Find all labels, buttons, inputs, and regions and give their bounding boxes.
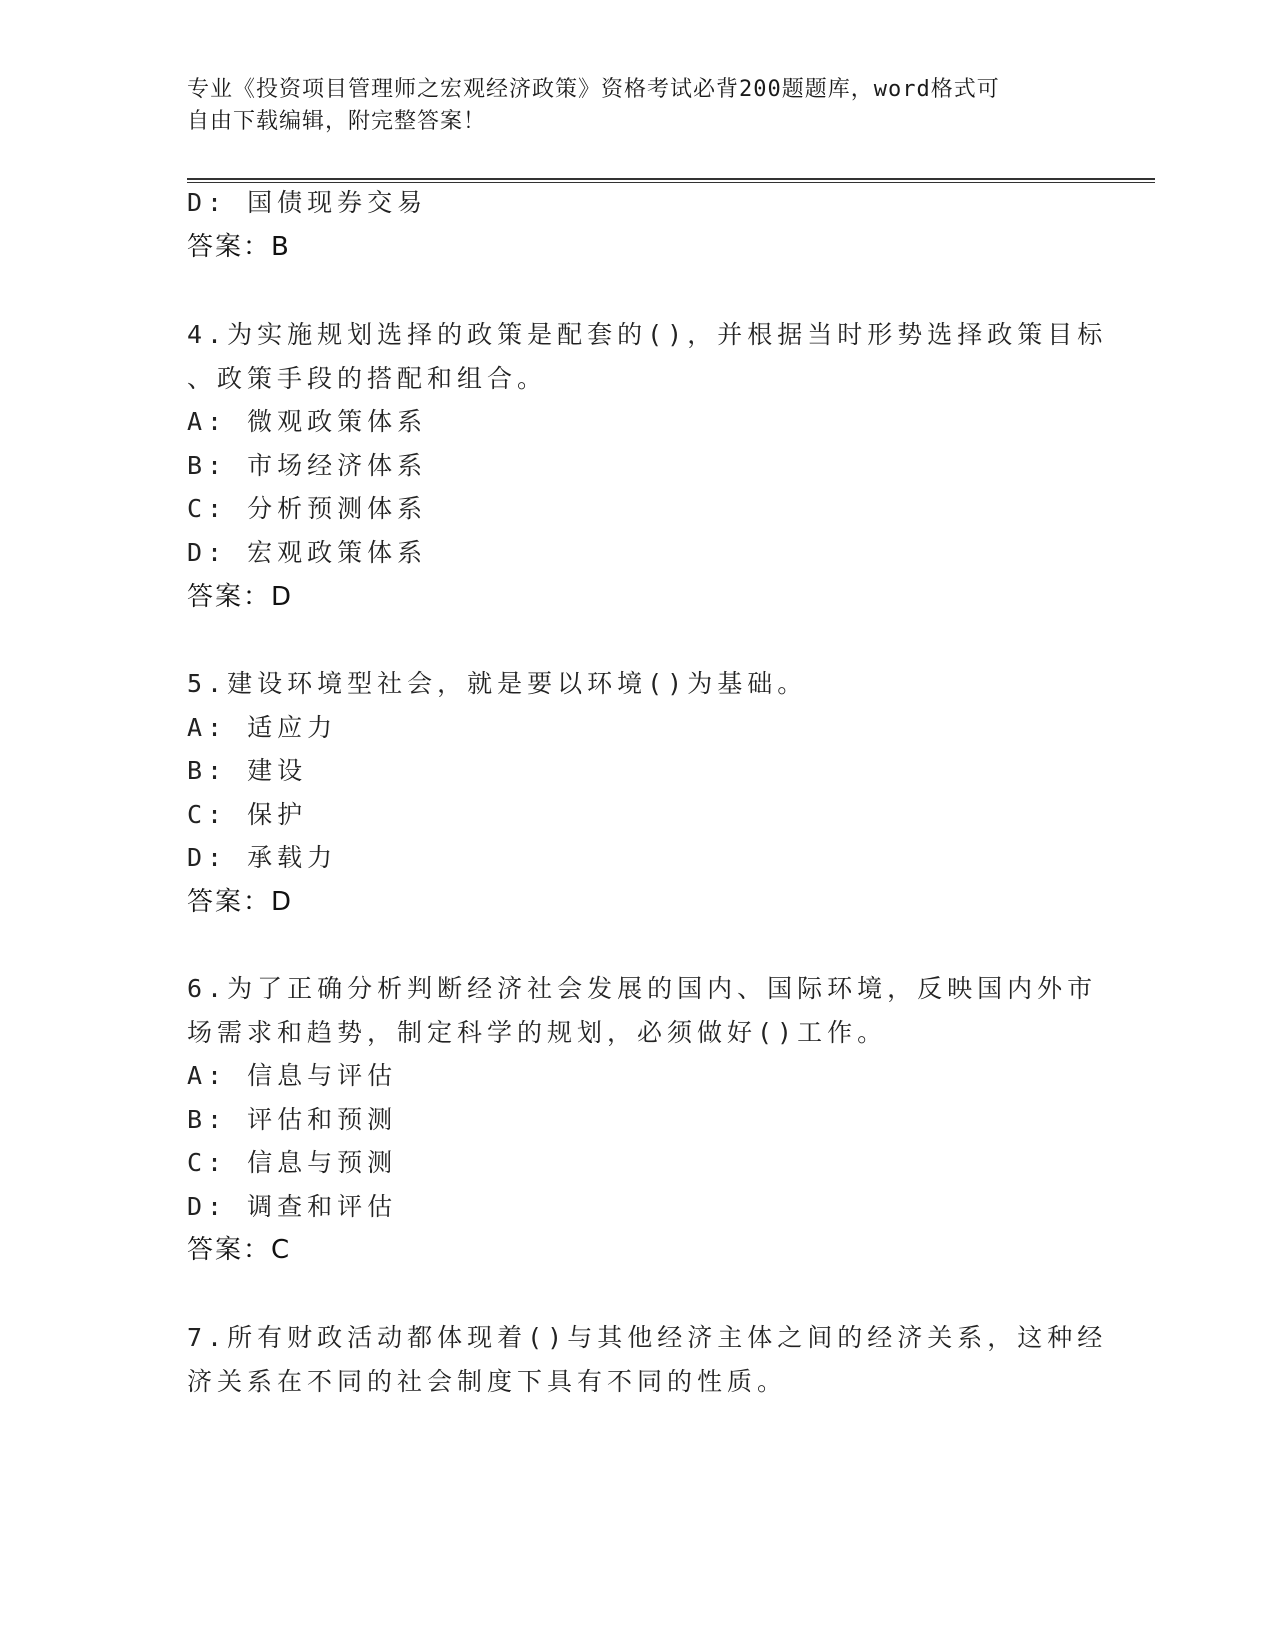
question-4-stem-line-1: 4.为实施规划选择的政策是配套的()，并根据当时形势选择政策目标 [187,320,1108,349]
question-4-answer: 答案：D [187,582,294,612]
question-4-stem-line-2: 、政策手段的搭配和组合。 [187,364,548,393]
question-6-option-c: C: 信息与预测 [187,1148,398,1177]
question-5-option-b: B: 建设 [187,756,308,785]
question-4-option-d: D: 宏观政策体系 [187,538,428,567]
header-title-line-1: 专业《投资项目管理师之宏观经济政策》资格考试必背200题题库，word格式可 [187,77,1000,102]
question-5-stem-line-1: 5.建设环境型社会，就是要以环境()为基础。 [187,669,808,698]
question-3-option-d: D: 国债现券交易 [187,188,428,217]
question-6-option-a: A: 信息与评估 [187,1061,398,1090]
question-3-answer: 答案：B [187,232,291,262]
question-4-option-b: B: 市场经济体系 [187,451,428,480]
question-6-stem-line-1: 6.为了正确分析判断经济社会发展的国内、国际环境，反映国内外市 [187,974,1098,1003]
question-6-stem-line-2: 场需求和趋势，制定科学的规划，必须做好()工作。 [187,1018,888,1047]
header-divider [187,178,1155,183]
question-5-option-c: C: 保护 [187,800,308,829]
question-7-stem-line-1: 7.所有财政活动都体现着()与其他经济主体之间的经济关系，这种经 [187,1323,1108,1352]
question-4-option-c: C: 分析预测体系 [187,494,428,523]
question-5-answer: 答案：D [187,887,294,917]
question-6-answer: 答案：C [187,1235,292,1265]
question-6-option-b: B: 评估和预测 [187,1105,398,1134]
question-5-option-a: A: 适应力 [187,713,338,742]
question-7-stem-line-2: 济关系在不同的社会制度下具有不同的性质。 [187,1367,788,1396]
question-4-option-a: A: 微观政策体系 [187,407,428,436]
question-6-option-d: D: 调查和评估 [187,1192,398,1221]
header-title-line-2: 自由下载编辑，附完整答案！ [187,109,487,134]
document-header [187,74,1067,138]
question-5-option-d: D: 承载力 [187,843,338,872]
